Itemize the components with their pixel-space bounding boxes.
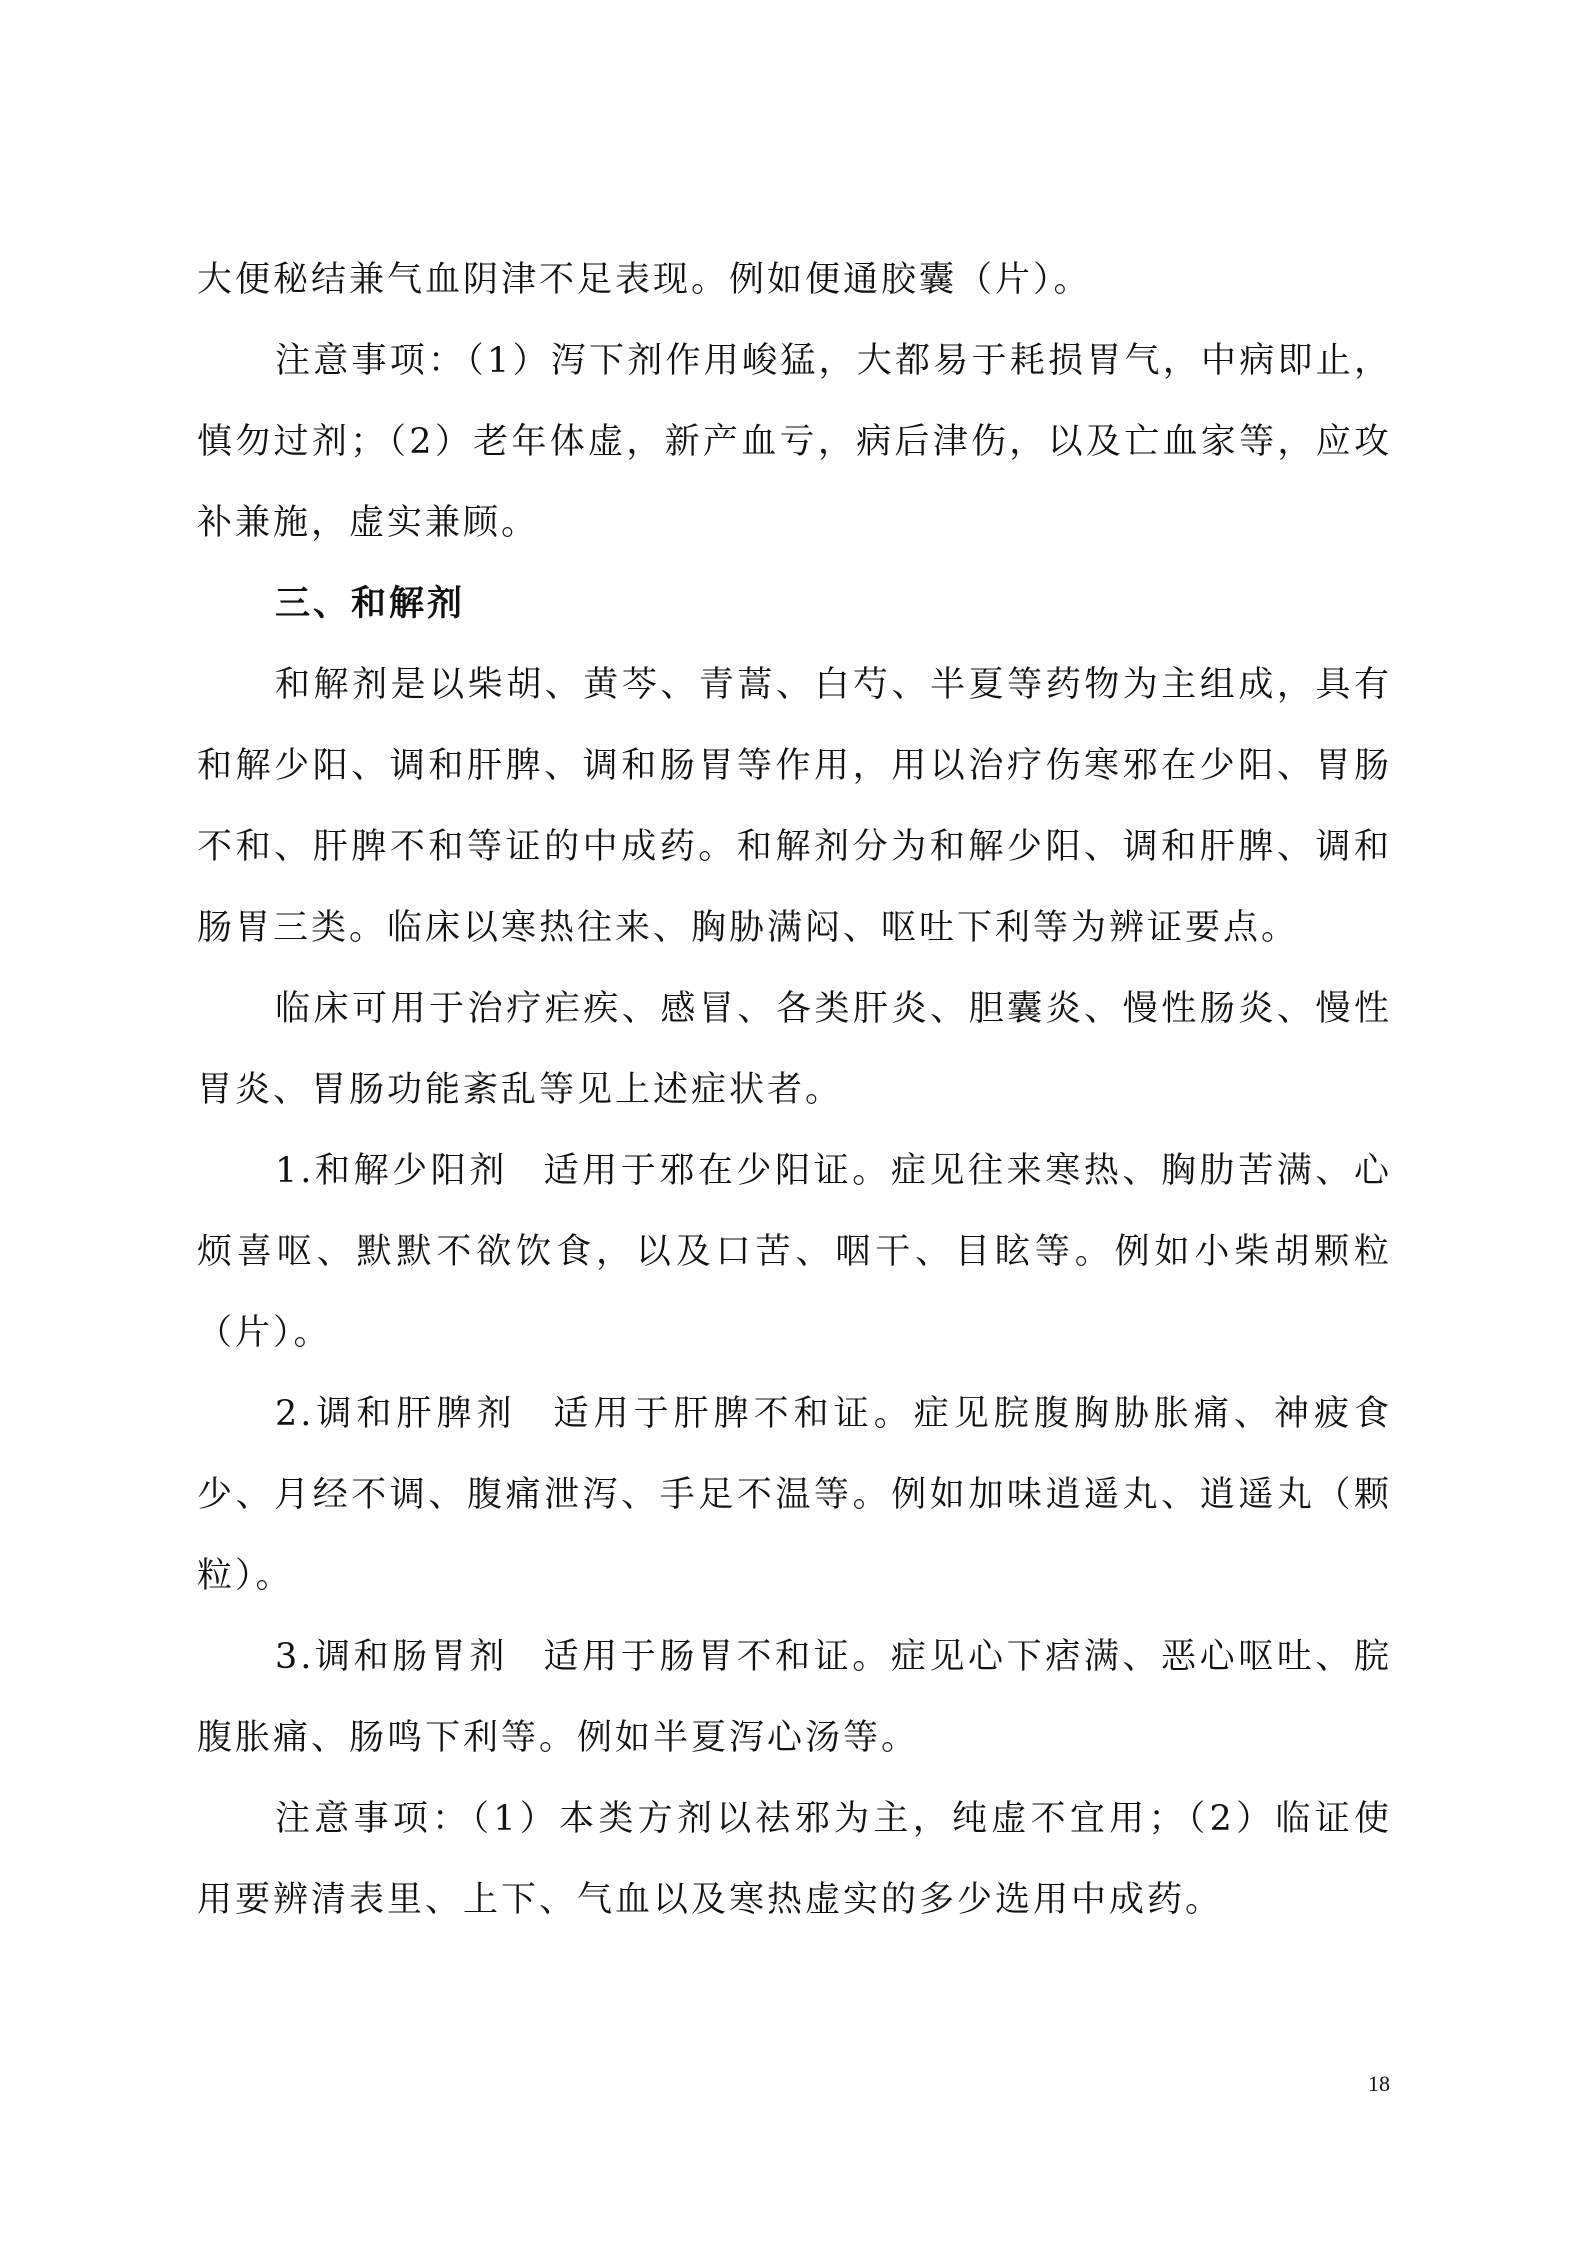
paragraph-item-3	[197, 1617, 1392, 1779]
page-body	[197, 240, 1392, 1941]
item-3-text: 适用于肠胃不和证。症见心下痞满、恶心呕吐、脘腹胀痛、肠鸣下利等。例如半夏泻心汤等。	[197, 1637, 1392, 1758]
paragraph-item-2	[197, 1374, 1392, 1617]
paragraph-clinical-use: 临床可用于治疗疟疾、感冒、各类肝炎、胆囊炎、慢性肠炎、慢性胃炎、胃肠功能紊乱等见上述症状者。	[197, 989, 1392, 1110]
paragraph-notes-harmonizing: 注意事项：（1）本类方剂以祛邪为主，纯虚不宜用；（2）临证使用要辨清表里、上下、气血以及寒热虚实的多少选用中成药。	[197, 1799, 1392, 1920]
paragraph-continuation: 大便秘结兼气血阴津不足表现。例如便通胶囊（片）。	[197, 260, 1092, 300]
paragraph-harmonizing-intro: 和解剂是以柴胡、黄芩、青蒿、白芍、半夏等药物为主组成，具有和解少阳、调和肝脾、调和肠胃等作用，用以治疗伤寒邪在少阳、胃肠不和、肝脾不和等证的中成药。和解剂分为和解少阳、调和肝脾、调和肠胃三类。临床以寒热往来、胸胁满闷、呕吐下利等为辨证要点。	[197, 665, 1392, 948]
paragraph-item-1	[197, 1131, 1392, 1374]
item-2-text: 适用于肝脾不和证。症见脘腹胸胁胀痛、神疲食少、月经不调、腹痛泄泻、手足不温等。例如加味逍遥丸、逍遥丸（颗粒）。	[197, 1394, 1392, 1596]
item-1-label: 1.和解少阳剂	[275, 1151, 508, 1191]
page-number: 18	[1368, 2071, 1390, 2096]
item-1-text: 适用于邪在少阳证。症见往来寒热、胸肋苦满、心烦喜呕、默默不欲饮食，以及口苦、咽干、目眩等。例如小柴胡颗粒（片）。	[197, 1151, 1392, 1353]
paragraph-notes-purgative: 注意事项：（1）泻下剂作用峻猛，大都易于耗损胃气，中病即止，慎勿过剂；（2）老年体虚，新产血亏，病后津伤，以及亡血家等，应攻补兼施，虚实兼顾。	[197, 341, 1392, 543]
item-3-label: 3.调和肠胃剂	[275, 1637, 508, 1677]
item-2-label: 2.调和肝脾剂	[275, 1394, 517, 1434]
section-heading-harmonizing: 三、和解剂	[275, 584, 466, 624]
